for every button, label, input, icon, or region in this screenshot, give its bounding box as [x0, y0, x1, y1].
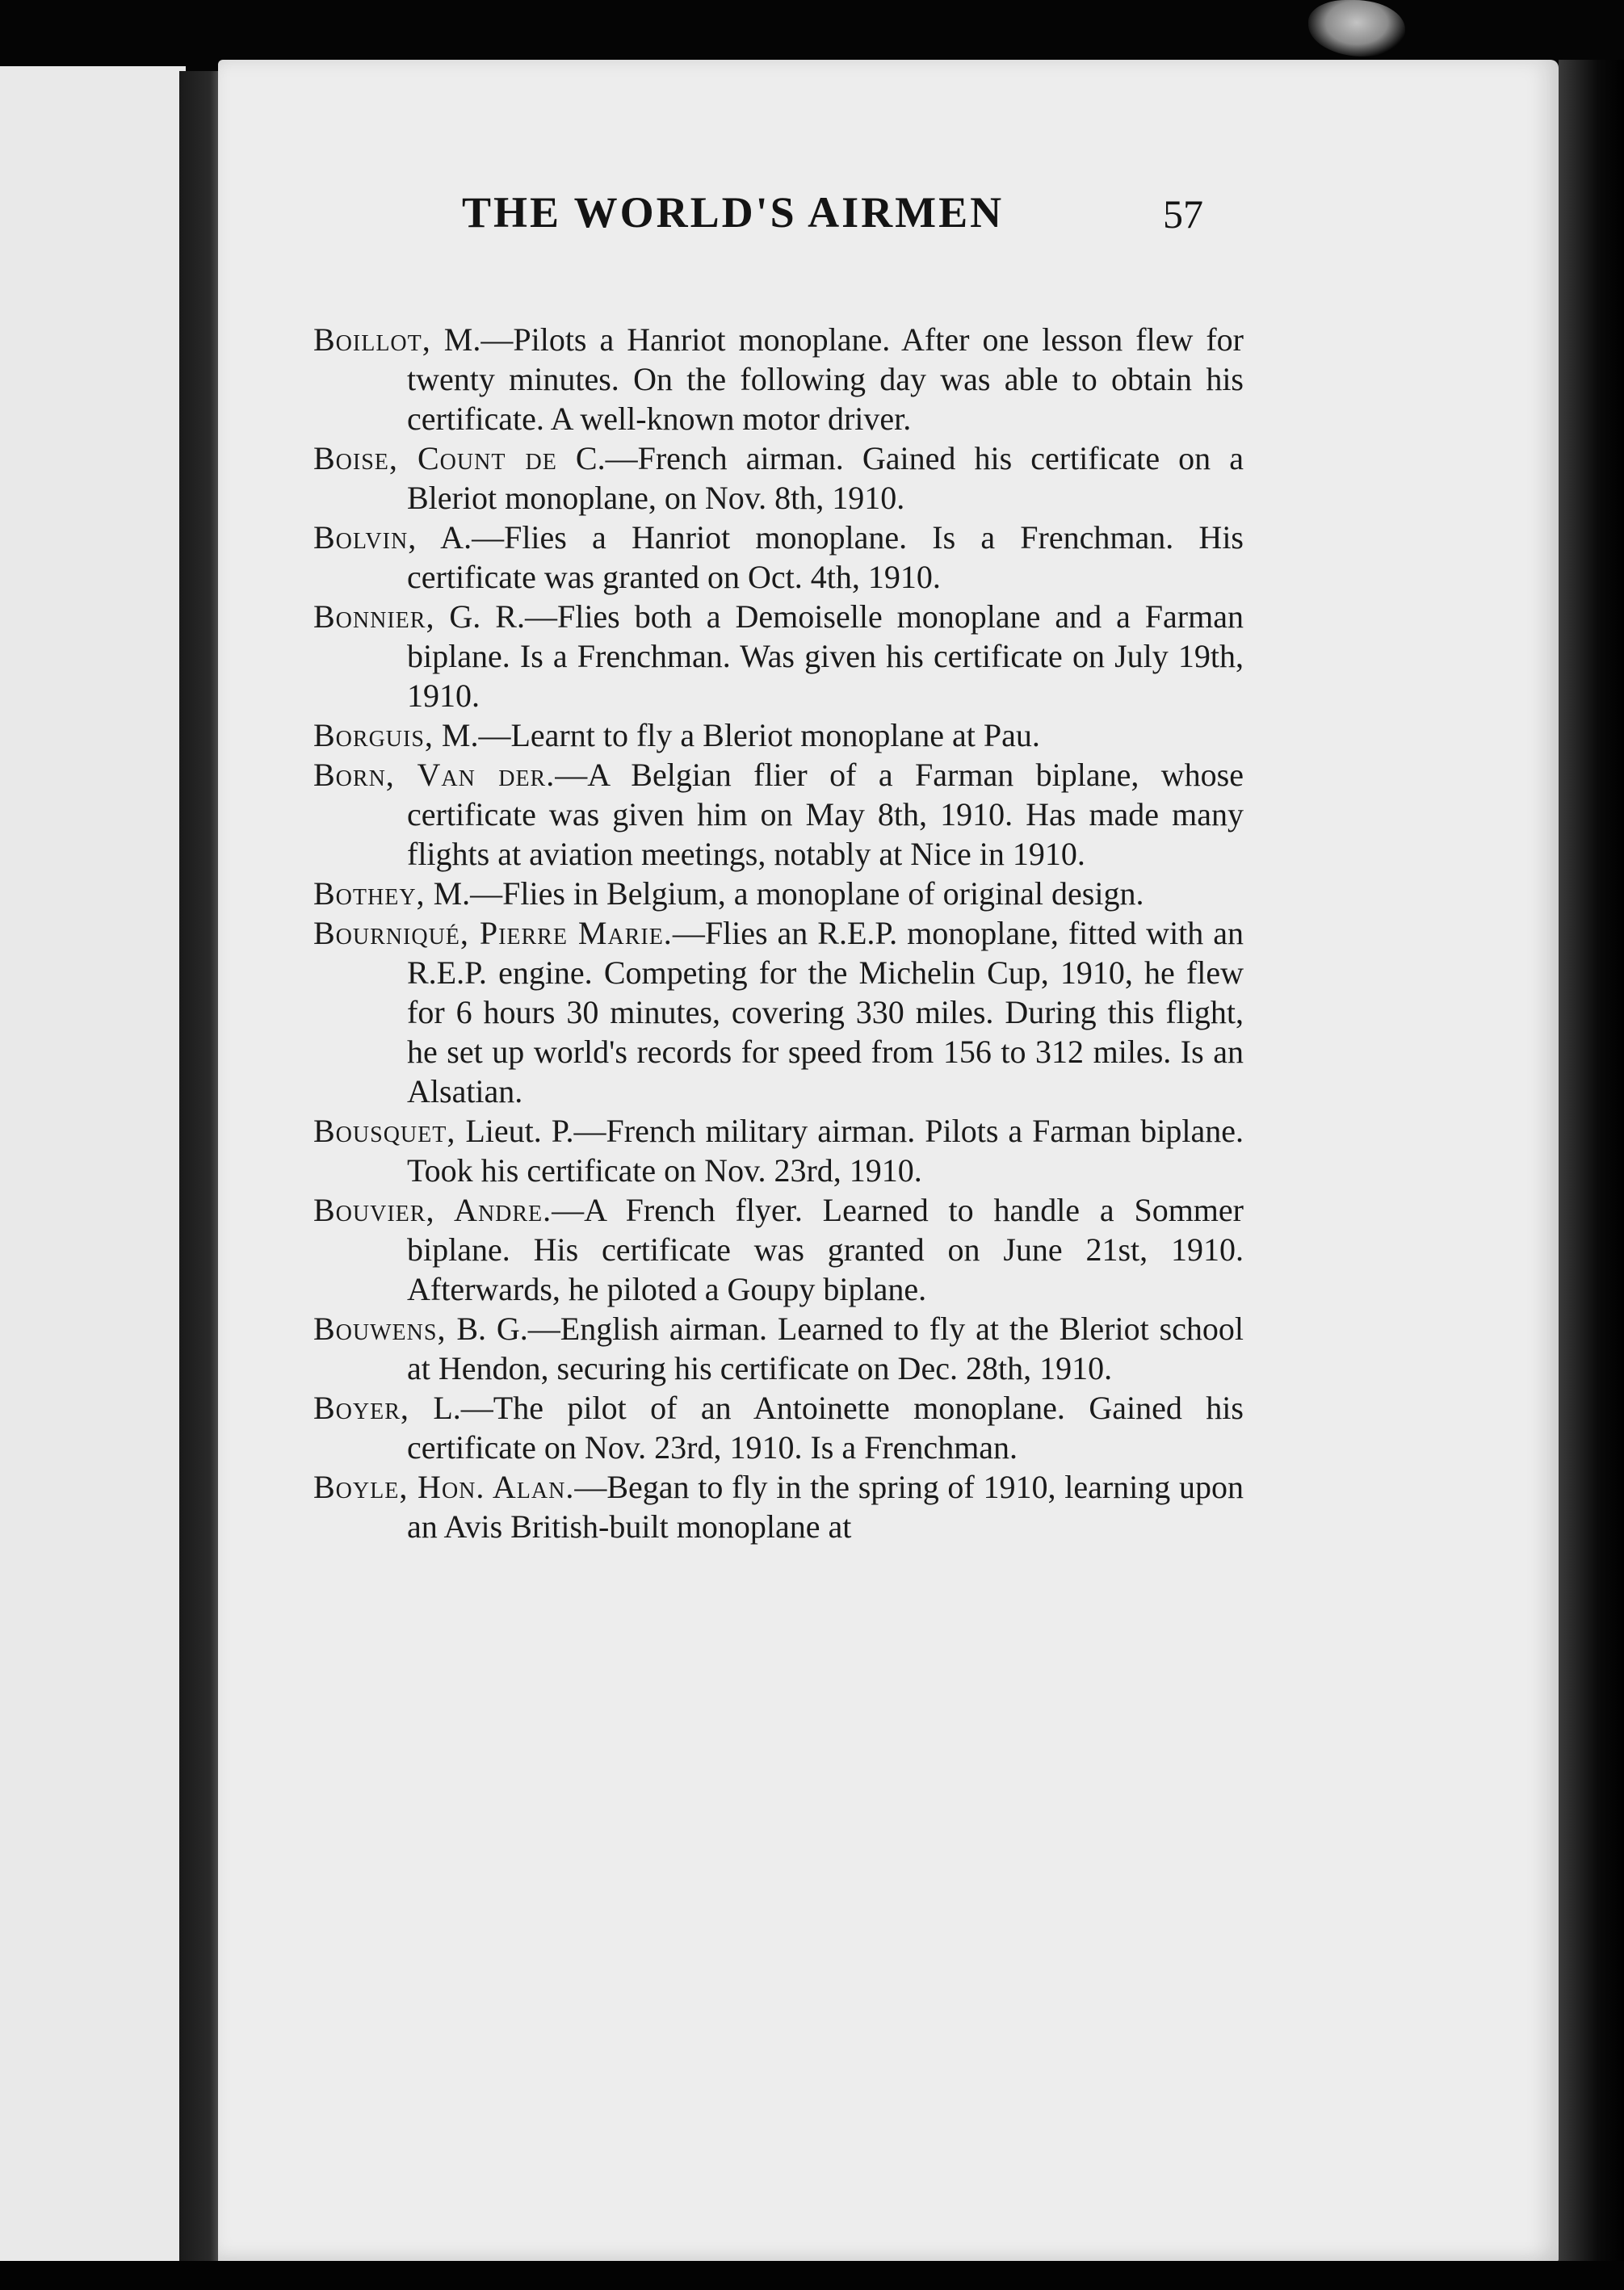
- scan-bottom-border: [0, 2261, 1624, 2290]
- entry-name: Bousquet,: [313, 1113, 456, 1149]
- entry-text: L.—The pilot of an Antoinette monoplane. Gained his certificate on Nov. 23rd, 1910. Is a Frenchman.: [407, 1390, 1244, 1466]
- entry-bournique: [313, 913, 1244, 1111]
- entry-text: —Flies an R.E.P. monoplane, fitted with an R.E.P. engine. Competing for the Michelin Cup, 1910, he flew for 6 hours 30 minutes, covering 330 miles. During this flight, he set up world's records for speed from 156 to 312 miles. Is an Alsatian.: [407, 915, 1244, 1109]
- entry-name: Bolvin,: [313, 519, 418, 556]
- entry-list: [313, 320, 1244, 1546]
- entry-name: Borguis,: [313, 717, 434, 753]
- entry-born: [313, 755, 1244, 874]
- running-head: [242, 187, 1203, 252]
- entry-name: Boillot,: [313, 321, 431, 358]
- page-number: 57: [1163, 191, 1203, 237]
- entry-bouvier: [313, 1190, 1244, 1309]
- running-title: THE WORLD'S AIRMEN: [462, 188, 1005, 237]
- entry-name: Bothey,: [313, 875, 426, 912]
- entry-boyle: [313, 1467, 1244, 1546]
- scan-blemish: [1308, 0, 1405, 57]
- entry-boise: [313, 438, 1244, 518]
- entry-boyer: [313, 1388, 1244, 1467]
- entry-text: G. R.—Flies both a Demoiselle monoplane and a Farman biplane. Is a Frenchman. Was given his certificate on July 19th, 1910.: [407, 598, 1244, 714]
- entry-name: Bourniqué, Pierre Marie.: [313, 915, 673, 951]
- entry-boillot: [313, 320, 1244, 438]
- entry-bonnier: [313, 597, 1244, 715]
- entry-name: Bouvier, Andre.: [313, 1192, 552, 1228]
- entry-bolvin: [313, 518, 1244, 597]
- facing-page-edge: [0, 66, 186, 2277]
- entry-text: A.—Flies a Hanriot monoplane. Is a Frenchman. His certificate was granted on Oct. 4th, 1910.: [407, 519, 1244, 595]
- entry-name: Boise, Count de: [313, 440, 557, 476]
- entry-text: B. G.—English airman. Learned to fly at the Bleriot school at Hendon, securing his certificate on Dec. 28th, 1910.: [407, 1311, 1244, 1386]
- entry-name: Boyer,: [313, 1390, 409, 1426]
- entry-text: —A Belgian flier of a Farman biplane, whose certificate was given him on May 8th, 1910. Has made many flights at aviation meetings, notably at Nice in 1910.: [407, 757, 1244, 872]
- entry-name: Bonnier,: [313, 598, 435, 635]
- entry-text: —Began to fly in the spring of 1910, learning upon an Avis British-built monoplane at: [407, 1469, 1244, 1545]
- entry-borguis: [313, 715, 1244, 755]
- entry-text: —A French flyer. Learned to handle a Sommer biplane. His certificate was granted on June 21st, 1910. Afterwards, he piloted a Goupy biplane.: [407, 1192, 1244, 1307]
- entry-text: M.—Pilots a Hanriot monoplane. After one lesson flew for twenty minutes. On the following day was able to obtain his certificate. A well-known motor driver.: [407, 321, 1244, 437]
- entry-name: Bouwens,: [313, 1311, 447, 1347]
- entry-bothey: [313, 874, 1244, 913]
- entry-text: Lieut. P.—French military airman. Pilots a Farman biplane. Took his certificate on Nov. 23rd, 1910.: [407, 1113, 1244, 1189]
- entry-bousquet: [313, 1111, 1244, 1190]
- entry-bouwens: [313, 1309, 1244, 1388]
- page-right-edge: [1559, 60, 1624, 2263]
- entry-text: C.—French airman. Gained his certificate on a Bleriot monoplane, on Nov. 8th, 1910.: [407, 440, 1244, 516]
- entry-text: M.—Flies in Belgium, a monoplane of original design.: [425, 875, 1144, 912]
- entry-name: Born, Van der.: [313, 757, 556, 793]
- entry-text: M.—Learnt to fly a Bleriot monoplane at Pau.: [433, 717, 1040, 753]
- entry-name: Boyle, Hon. Alan.: [313, 1469, 575, 1505]
